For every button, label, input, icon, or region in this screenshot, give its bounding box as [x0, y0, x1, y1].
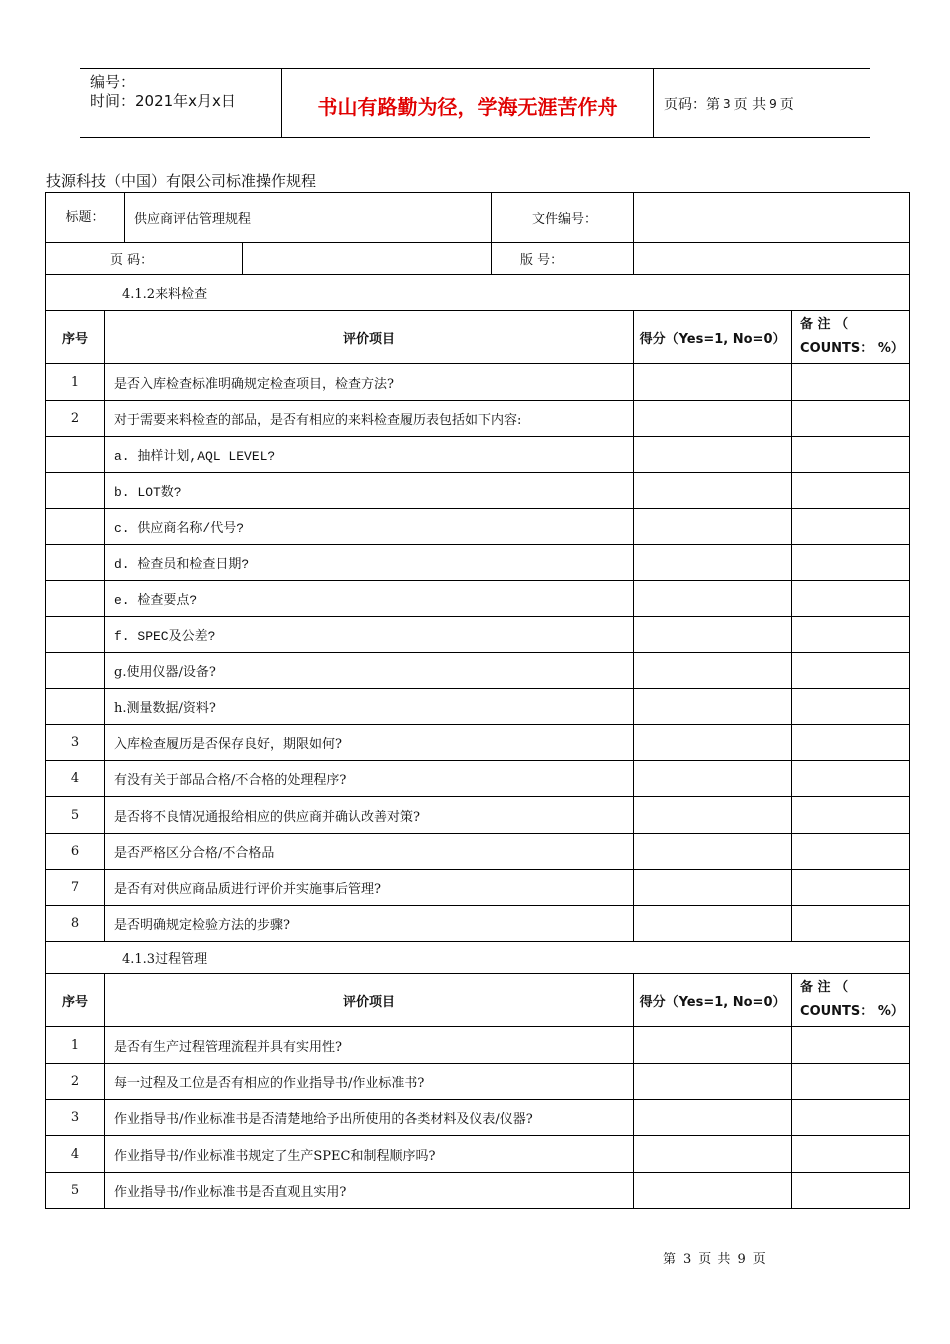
- section-title: 4.1.2来料检查: [46, 275, 910, 311]
- col-header-score: 得分（Yes=1, No=0）: [634, 311, 792, 364]
- row-note-cell: [792, 870, 910, 906]
- section-title-row: [46, 942, 910, 974]
- row-score-cell: [634, 1064, 792, 1100]
- row-item: g.使用仪器/设备?: [105, 653, 634, 689]
- file-no-value: [634, 193, 910, 243]
- row-note-cell: [792, 473, 910, 509]
- row-item: a. 抽样计划,AQL LEVEL?: [105, 437, 634, 473]
- row-score-cell: [634, 617, 792, 653]
- row-note-cell: [792, 1027, 910, 1064]
- row-score-cell: [634, 797, 792, 834]
- row-item: 每一过程及工位是否有相应的作业指导书/作业标准书?: [105, 1064, 634, 1100]
- row-item: e. 检查要点?: [105, 581, 634, 617]
- time-label: 时间：2021年x月x日: [90, 92, 236, 110]
- meta-row-title: [46, 193, 910, 243]
- row-note-cell: [792, 617, 910, 653]
- section-title: 4.1.3过程管理: [46, 942, 910, 974]
- col-header-note: 备 注 （ COUNTS： %）: [792, 311, 910, 364]
- row-score-cell: [634, 834, 792, 870]
- row-item: 是否入库检查标准明确规定检查项目，检查方法?: [105, 364, 634, 401]
- row-score-cell: [634, 401, 792, 437]
- row-number: 2: [46, 401, 105, 437]
- table-row: [46, 617, 910, 653]
- header-page-cell: [654, 69, 870, 137]
- row-note-cell: [792, 545, 910, 581]
- row-note-cell: [792, 1064, 910, 1100]
- footer-suffix: 页: [752, 1252, 767, 1267]
- row-item: c. 供应商名称/代号?: [105, 509, 634, 545]
- row-item: 作业指导书/作业标准书规定了生产SPEC和制程顺序吗?: [105, 1136, 634, 1173]
- col-header-no: 序号: [46, 974, 105, 1027]
- row-item: d. 检查员和检查日期?: [105, 545, 634, 581]
- row-note-cell: [792, 689, 910, 725]
- row-score-cell: [634, 725, 792, 761]
- row-item: 入库检查履历是否保存良好，期限如何?: [105, 725, 634, 761]
- row-item: 是否明确规定检验方法的步骤?: [105, 906, 634, 942]
- row-item: 是否有对供应商品质进行评价并实施事后管理?: [105, 870, 634, 906]
- column-header-row: [46, 974, 910, 1027]
- document-header: [80, 68, 870, 138]
- meta-row-page: [46, 243, 910, 275]
- row-item: f. SPEC及公差?: [105, 617, 634, 653]
- section-title-row: [46, 275, 910, 311]
- row-number: [46, 581, 105, 617]
- page-current: 3: [723, 97, 731, 111]
- row-note-cell: [792, 906, 910, 942]
- table-row: [46, 1136, 910, 1173]
- row-score-cell: [634, 509, 792, 545]
- page-footer: [663, 1248, 767, 1267]
- file-no-label: 文件编号：: [492, 193, 634, 243]
- row-item: 作业指导书/作业标准书是否清楚地给予出所使用的各类材料及仪表/仪器?: [105, 1100, 634, 1136]
- table-row: [46, 797, 910, 834]
- row-score-cell: [634, 1136, 792, 1173]
- row-note-cell: [792, 834, 910, 870]
- row-note-cell: [792, 653, 910, 689]
- company-title: 技源科技（中国）有限公司标准操作规程: [46, 172, 317, 190]
- title-label: 标题：: [46, 193, 125, 243]
- table-row: [46, 364, 910, 401]
- row-number: 4: [46, 1136, 105, 1173]
- row-score-cell: [634, 870, 792, 906]
- footer-mid: 页 共: [698, 1252, 732, 1267]
- row-number: 5: [46, 797, 105, 834]
- row-note-cell: [792, 581, 910, 617]
- table-row: [46, 725, 910, 761]
- motto: 书山有路勤为径，学海无涯苦作舟: [282, 69, 654, 137]
- row-number: 3: [46, 725, 105, 761]
- row-note-cell: [792, 1173, 910, 1209]
- row-item: 是否将不良情况通报给相应的供应商并确认改善对策?: [105, 797, 634, 834]
- table-row: [46, 761, 910, 797]
- row-number: 6: [46, 834, 105, 870]
- row-score-cell: [634, 689, 792, 725]
- evaluation-table: [45, 192, 910, 1209]
- page-code-label: 页 码：: [46, 243, 243, 275]
- table-row: [46, 653, 910, 689]
- row-item: 有没有关于部品合格/不合格的处理程序?: [105, 761, 634, 797]
- row-number: 1: [46, 1027, 105, 1064]
- row-note-cell: [792, 509, 910, 545]
- table-row: [46, 870, 910, 906]
- row-number: [46, 653, 105, 689]
- row-item: h.测量数据/资料?: [105, 689, 634, 725]
- page-label: 页码：第: [664, 97, 720, 113]
- row-number: [46, 617, 105, 653]
- page-total: 9: [769, 97, 777, 111]
- col-header-score: 得分（Yes=1, No=0）: [634, 974, 792, 1027]
- footer-total: 9: [737, 1252, 747, 1267]
- row-note-cell: [792, 364, 910, 401]
- col-header-note: 备 注 （ COUNTS： %）: [792, 974, 910, 1027]
- page-mid: 页 共: [733, 97, 767, 113]
- row-score-cell: [634, 437, 792, 473]
- row-item: 作业指导书/作业标准书是否直观且实用?: [105, 1173, 634, 1209]
- row-score-cell: [634, 545, 792, 581]
- row-score-cell: [634, 1173, 792, 1209]
- row-note-cell: [792, 797, 910, 834]
- number-label: 编号：: [90, 73, 136, 91]
- table-row: [46, 473, 910, 509]
- row-number: [46, 689, 105, 725]
- row-score-cell: [634, 1100, 792, 1136]
- table-row: [46, 1064, 910, 1100]
- footer-current: 3: [683, 1252, 693, 1267]
- row-score-cell: [634, 653, 792, 689]
- table-row: [46, 1027, 910, 1064]
- column-header-row: [46, 311, 910, 364]
- row-score-cell: [634, 761, 792, 797]
- row-score-cell: [634, 906, 792, 942]
- row-note-cell: [792, 437, 910, 473]
- row-number: [46, 473, 105, 509]
- table-row: [46, 509, 910, 545]
- row-number: [46, 437, 105, 473]
- row-item: b. LOT数?: [105, 473, 634, 509]
- col-header-item: 评价项目: [105, 974, 634, 1027]
- row-item: 是否有生产过程管理流程并具有实用性?: [105, 1027, 634, 1064]
- table-row: [46, 545, 910, 581]
- table-row: [46, 689, 910, 725]
- row-number: 8: [46, 906, 105, 942]
- row-number: 1: [46, 364, 105, 401]
- row-note-cell: [792, 725, 910, 761]
- col-header-item: 评价项目: [105, 311, 634, 364]
- row-score-cell: [634, 473, 792, 509]
- footer-prefix: 第: [663, 1252, 678, 1267]
- version-value: [634, 243, 910, 275]
- table-row: [46, 834, 910, 870]
- row-number: 4: [46, 761, 105, 797]
- table-row: [46, 581, 910, 617]
- table-row: [46, 1100, 910, 1136]
- table-row: [46, 437, 910, 473]
- row-score-cell: [634, 1027, 792, 1064]
- row-number: [46, 509, 105, 545]
- row-number: 3: [46, 1100, 105, 1136]
- version-label: 版 号：: [492, 243, 634, 275]
- row-number: 7: [46, 870, 105, 906]
- row-note-cell: [792, 401, 910, 437]
- page-code-value: [243, 243, 492, 275]
- table-row: [46, 401, 910, 437]
- row-item: 对于需要来料检查的部品，是否有相应的来料检查履历表包括如下内容:: [105, 401, 634, 437]
- row-note-cell: [792, 761, 910, 797]
- row-note-cell: [792, 1136, 910, 1173]
- table-row: [46, 1173, 910, 1209]
- row-item: 是否严格区分合格/不合格品: [105, 834, 634, 870]
- page-end: 页: [779, 97, 794, 113]
- row-number: 5: [46, 1173, 105, 1209]
- row-score-cell: [634, 581, 792, 617]
- title-value: 供应商评估管理规程: [125, 193, 492, 243]
- row-note-cell: [792, 1100, 910, 1136]
- row-number: 2: [46, 1064, 105, 1100]
- row-score-cell: [634, 364, 792, 401]
- table-row: [46, 906, 910, 942]
- header-info-cell: [80, 69, 282, 137]
- col-header-no: 序号: [46, 311, 105, 364]
- row-number: [46, 545, 105, 581]
